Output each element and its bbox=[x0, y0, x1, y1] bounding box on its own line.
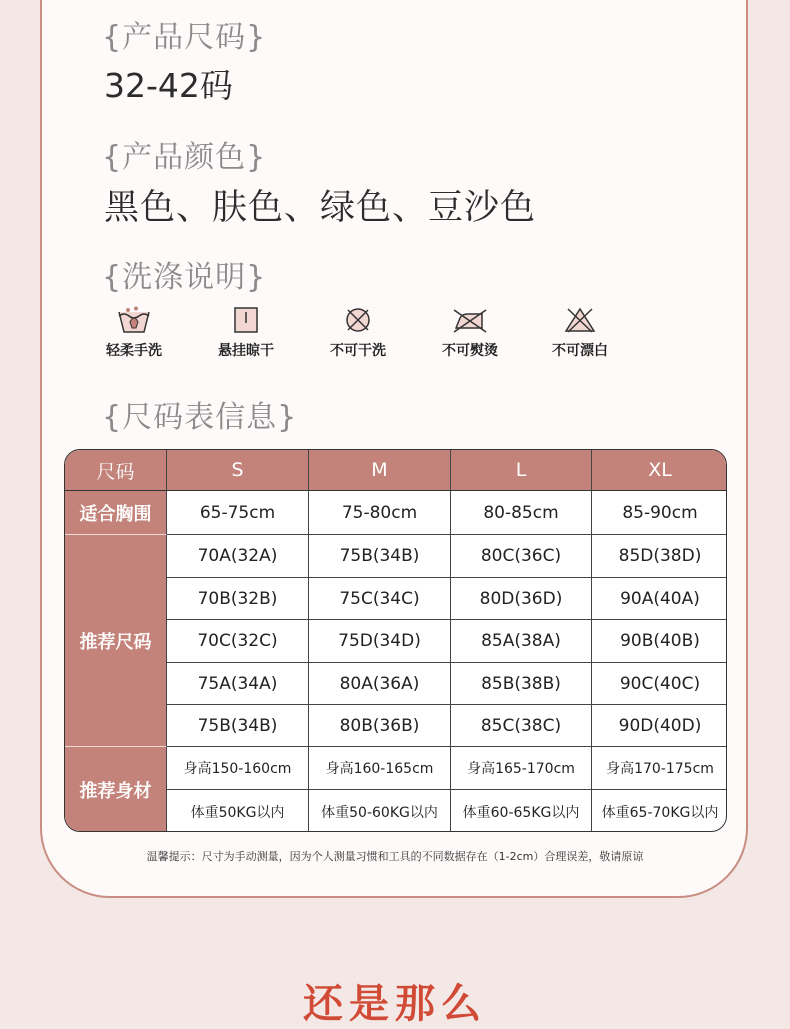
header-s: S bbox=[167, 450, 309, 491]
product-size-title: {产品尺码} bbox=[102, 20, 267, 55]
table-cell: 75D(34D) bbox=[309, 620, 451, 663]
header-xl: XL bbox=[592, 450, 727, 491]
table-cell: 75A(34A) bbox=[167, 663, 309, 705]
table-cell: 身高165-170cm bbox=[451, 747, 592, 790]
table-cell: 85A(38A) bbox=[451, 620, 592, 663]
table-cell: 体重50-60KG以内 bbox=[309, 790, 451, 832]
wash-item-no-iron bbox=[430, 306, 510, 360]
table-cell: 80A(36A) bbox=[309, 663, 451, 705]
wash-label: 轻柔手洗 bbox=[106, 343, 162, 359]
wash-item-no-bleach bbox=[540, 306, 620, 360]
recommended-body-label: 推荐身材 bbox=[65, 747, 167, 832]
wash-item-hand-wash bbox=[94, 306, 174, 360]
header-size-label: 尺码 bbox=[65, 450, 167, 491]
product-size-value: 32-42码 bbox=[104, 66, 233, 105]
table-cell: 80D(36D) bbox=[451, 578, 592, 620]
table-cell: 身高170-175cm bbox=[592, 747, 727, 790]
product-color-value: 黑色、肤色、绿色、豆沙色 bbox=[104, 188, 537, 228]
table-cell: 身高160-165cm bbox=[309, 747, 451, 790]
table-cell: 75B(34B) bbox=[309, 535, 451, 578]
no-dry-clean-icon bbox=[340, 306, 376, 334]
table-cell: 80-85cm bbox=[451, 491, 592, 535]
table-cell: 体重50KG以内 bbox=[167, 790, 309, 832]
table-cell: 70A(32A) bbox=[167, 535, 309, 578]
washing-title: {洗涤说明} bbox=[102, 260, 267, 295]
wash-item-no-dry-clean bbox=[318, 306, 398, 360]
table-cell: 70B(32B) bbox=[167, 578, 309, 620]
table-cell: 85B(38B) bbox=[451, 663, 592, 705]
table-cell: 85C(38C) bbox=[451, 705, 592, 747]
measurement-tip: 温馨提示：尺寸为手动测量，因为个人测量习惯和工具的不同数据存在（1-2cm）合理误差，敬请原谅 bbox=[146, 850, 644, 863]
table-cell: 体重65-70KG以内 bbox=[601, 804, 719, 821]
wash-label: 悬挂晾干 bbox=[218, 343, 274, 359]
table-cell: 75C(34C) bbox=[309, 578, 451, 620]
wash-item-hang-dry bbox=[206, 306, 286, 360]
table-cell: 90C(40C) bbox=[592, 663, 727, 705]
wash-label: 不可干洗 bbox=[330, 343, 386, 359]
product-color-title: {产品颜色} bbox=[102, 140, 267, 175]
table-cell: 85-90cm bbox=[592, 491, 727, 535]
table-cell: 75-80cm bbox=[309, 491, 451, 535]
table-cell: 80B(36B) bbox=[309, 705, 451, 747]
hand-wash-icon bbox=[116, 306, 152, 334]
wash-label: 不可漂白 bbox=[552, 343, 608, 359]
washing-instructions bbox=[100, 306, 620, 366]
table-cell: 90A(40A) bbox=[592, 578, 727, 620]
wash-label: 不可熨烫 bbox=[442, 343, 498, 359]
table-cell: 65-75cm bbox=[167, 491, 309, 535]
section-heading: 还是那么 bbox=[303, 981, 487, 1027]
header-l: L bbox=[451, 450, 592, 491]
no-bleach-icon bbox=[562, 306, 598, 334]
table-cell: 90D(40D) bbox=[592, 705, 727, 747]
size-table bbox=[64, 449, 727, 832]
no-iron-icon bbox=[452, 306, 488, 334]
table-cell: 75B(34B) bbox=[167, 705, 309, 747]
table-cell: 90B(40B) bbox=[592, 620, 727, 663]
table-cell: 85D(38D) bbox=[592, 535, 727, 578]
header-m: M bbox=[309, 450, 451, 491]
table-cell: 体重60-65KG以内 bbox=[451, 790, 592, 832]
size-chart-title: {尺码表信息} bbox=[102, 400, 298, 435]
underbust-label: 适合胸围 bbox=[65, 491, 167, 535]
table-cell: 80C(36C) bbox=[451, 535, 592, 578]
table-cell: 70C(32C) bbox=[167, 620, 309, 663]
recommended-size-label: 推荐尺码 bbox=[65, 535, 167, 747]
table-cell: 身高150-160cm bbox=[167, 747, 309, 790]
hang-dry-icon bbox=[228, 306, 264, 334]
